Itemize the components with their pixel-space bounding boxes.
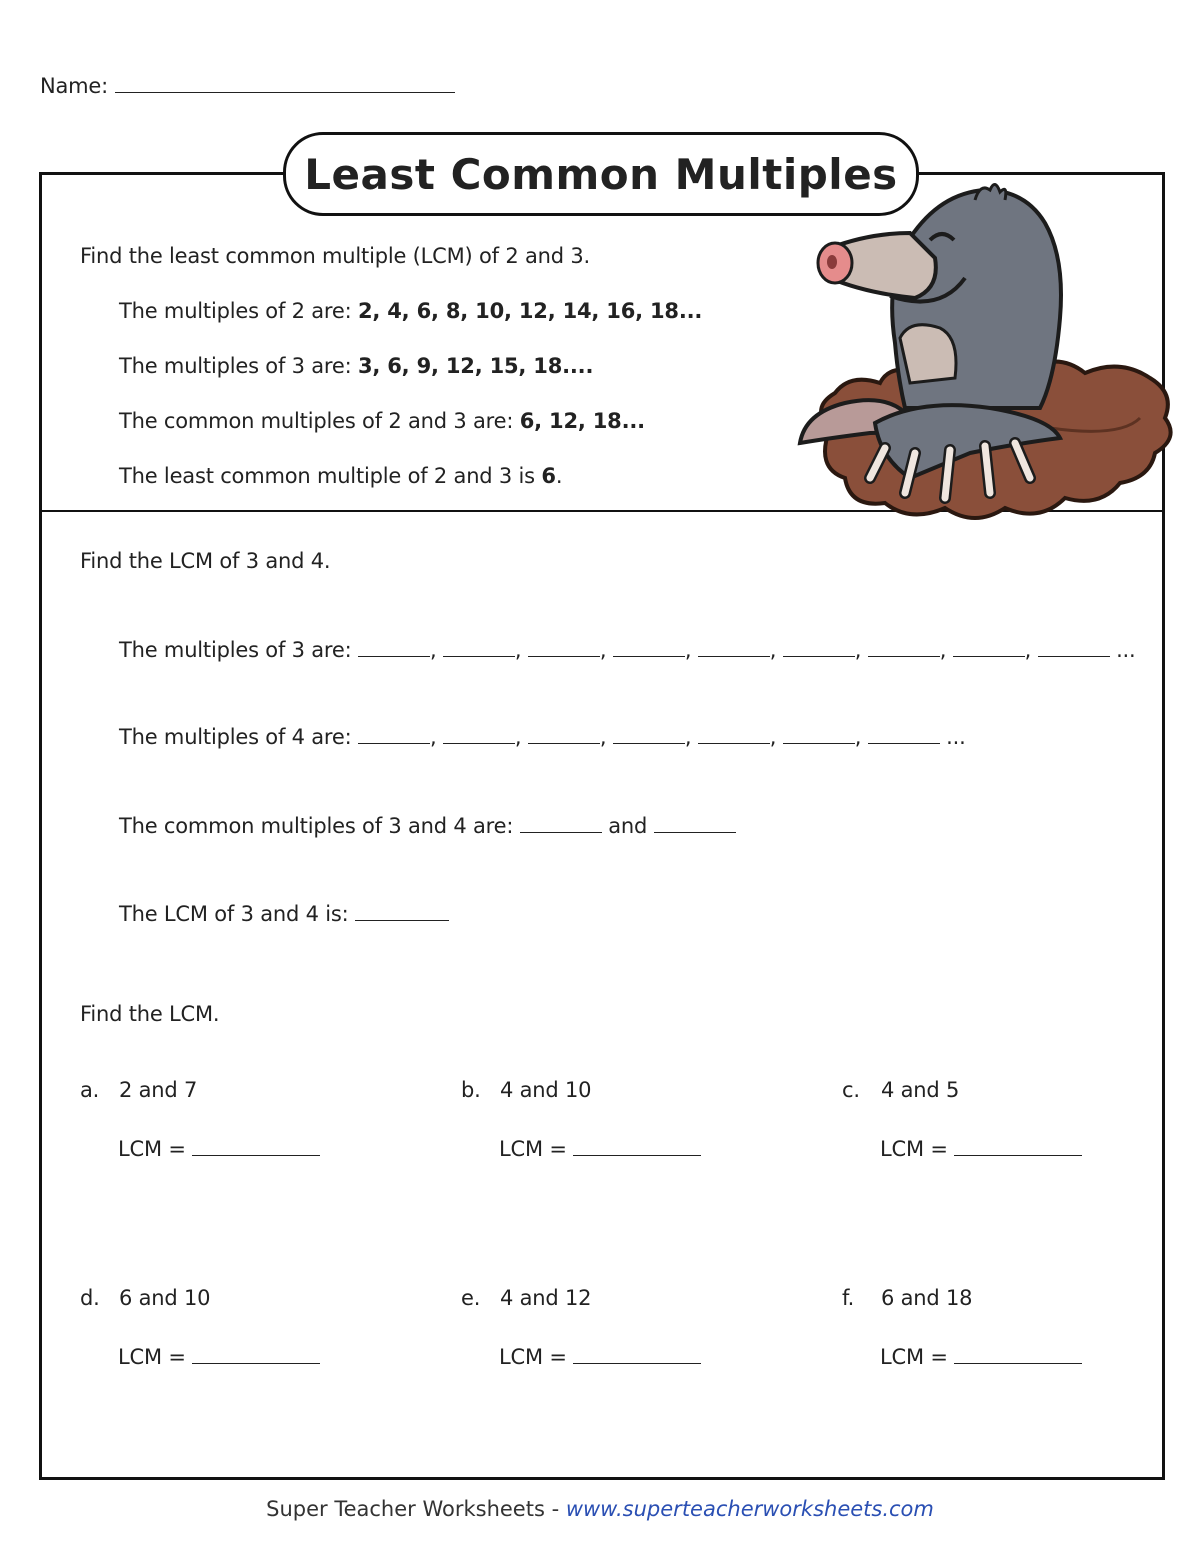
example-line-4-label: The least common multiple of 2 and 3 is — [119, 464, 542, 488]
comma-separator: , — [1024, 638, 1038, 662]
answer-blank[interactable] — [520, 814, 602, 833]
comma-separator: , — [939, 638, 953, 662]
lcm-label: LCM = — [499, 1345, 567, 1369]
footer — [0, 1497, 1200, 1521]
lcm-answer — [880, 1345, 1082, 1369]
answer-blank[interactable] — [613, 638, 685, 657]
ellipsis: ... — [1116, 638, 1136, 662]
example-line-1-values: 2, 4, 6, 8, 10, 12, 14, 16, 18... — [357, 299, 703, 323]
comma-separator: , — [429, 638, 443, 662]
answer-blank[interactable] — [698, 638, 770, 657]
multiples-of-4-label: The multiples of 4 are: — [119, 725, 358, 749]
answer-blank[interactable] — [868, 725, 940, 744]
problem-text: 6 and 18 — [881, 1286, 973, 1310]
example-line-1 — [119, 299, 702, 323]
problem-text: 6 and 10 — [119, 1286, 211, 1310]
and-word: and — [608, 814, 648, 838]
answer-blank[interactable] — [954, 1137, 1082, 1156]
problem-letter: c. — [842, 1078, 860, 1102]
comma-separator: , — [769, 725, 783, 749]
part2-prompt: Find the LCM of 3 and 4. — [80, 549, 331, 573]
example-line-4-value: 6 — [541, 464, 556, 488]
answer-blank[interactable] — [358, 638, 430, 657]
lcm-answer — [880, 1137, 1082, 1161]
common-multiples-label: The common multiples of 3 and 4 are: — [119, 814, 520, 838]
lcm-3-4-label: The LCM of 3 and 4 is: — [119, 902, 355, 926]
answer-blank[interactable] — [654, 814, 736, 833]
example-line-4-suffix: . — [555, 464, 563, 488]
problem-item — [80, 1078, 197, 1102]
example-line-2-values: 3, 6, 9, 12, 15, 18.... — [357, 354, 594, 378]
problem-item — [461, 1078, 591, 1102]
comma-separator: , — [769, 638, 783, 662]
common-multiples-row — [119, 814, 736, 838]
name-blank[interactable] — [115, 74, 455, 93]
lcm-answer — [499, 1137, 701, 1161]
answer-blank[interactable] — [528, 638, 600, 657]
problem-letter: d. — [80, 1286, 100, 1310]
footer-link[interactable]: www.superteacherworksheets.com — [565, 1497, 934, 1521]
problem-text: 4 and 5 — [881, 1078, 960, 1102]
answer-blank[interactable] — [355, 902, 449, 921]
part3-prompt: Find the LCM. — [80, 1002, 220, 1026]
answer-blank[interactable] — [868, 638, 940, 657]
problem-text: 4 and 12 — [500, 1286, 592, 1310]
multiples-of-3-row — [119, 638, 1136, 662]
problem-letter: f. — [842, 1286, 855, 1310]
comma-separator: , — [429, 725, 443, 749]
footer-brand: Super Teacher Worksheets - — [266, 1497, 566, 1521]
comma-separator: , — [599, 725, 613, 749]
example-line-2 — [119, 354, 593, 378]
example-line-3-values: 6, 12, 18... — [519, 409, 645, 433]
example-line-1-label: The multiples of 2 are: — [119, 299, 358, 323]
name-label: Name: — [40, 74, 109, 98]
lcm-label: LCM = — [118, 1345, 186, 1369]
example-line-4 — [119, 464, 562, 488]
problem-letter: e. — [461, 1286, 481, 1310]
mole-in-dirt-icon — [790, 178, 1180, 534]
lcm-label: LCM = — [880, 1345, 948, 1369]
problem-item — [461, 1286, 591, 1310]
problem-letter: b. — [461, 1078, 481, 1102]
answer-blank[interactable] — [698, 725, 770, 744]
problem-letter: a. — [80, 1078, 100, 1102]
answer-blank[interactable] — [192, 1345, 320, 1364]
problem-item — [842, 1286, 972, 1310]
ellipsis: ... — [946, 725, 966, 749]
comma-separator: , — [854, 725, 868, 749]
comma-separator: , — [514, 725, 528, 749]
answer-blank[interactable] — [573, 1345, 701, 1364]
problem-item — [842, 1078, 959, 1102]
page-title: Least Common Multiples — [304, 149, 898, 199]
comma-separator: , — [599, 638, 613, 662]
problem-text: 2 and 7 — [119, 1078, 198, 1102]
multiples-of-4-row — [119, 725, 966, 749]
answer-blank[interactable] — [613, 725, 685, 744]
answer-blank[interactable] — [192, 1137, 320, 1156]
comma-separator: , — [684, 725, 698, 749]
example-line-3-label: The common multiples of 2 and 3 are: — [119, 409, 520, 433]
problem-item — [80, 1286, 210, 1310]
answer-blank[interactable] — [443, 638, 515, 657]
answer-blank[interactable] — [573, 1137, 701, 1156]
example-line-3 — [119, 409, 645, 433]
answer-blank[interactable] — [528, 725, 600, 744]
lcm-label: LCM = — [499, 1137, 567, 1161]
lcm-answer — [118, 1345, 320, 1369]
lcm-answer — [118, 1137, 320, 1161]
answer-blank[interactable] — [443, 725, 515, 744]
comma-separator: , — [854, 638, 868, 662]
answer-blank[interactable] — [1038, 638, 1110, 657]
answer-blank[interactable] — [783, 725, 855, 744]
lcm-answer — [499, 1345, 701, 1369]
lcm-label: LCM = — [880, 1137, 948, 1161]
multiples-of-3-label: The multiples of 3 are: — [119, 638, 358, 662]
comma-separator: , — [514, 638, 528, 662]
answer-blank[interactable] — [953, 638, 1025, 657]
name-field[interactable] — [40, 74, 455, 98]
lcm-3-4-row — [119, 902, 449, 926]
example-prompt: Find the least common multiple (LCM) of 2 and 3. — [80, 244, 590, 268]
answer-blank[interactable] — [954, 1345, 1082, 1364]
example-line-2-label: The multiples of 3 are: — [119, 354, 358, 378]
comma-separator: , — [684, 638, 698, 662]
problem-text: 4 and 10 — [500, 1078, 592, 1102]
answer-blank[interactable] — [783, 638, 855, 657]
answer-blank[interactable] — [358, 725, 430, 744]
lcm-label: LCM = — [118, 1137, 186, 1161]
